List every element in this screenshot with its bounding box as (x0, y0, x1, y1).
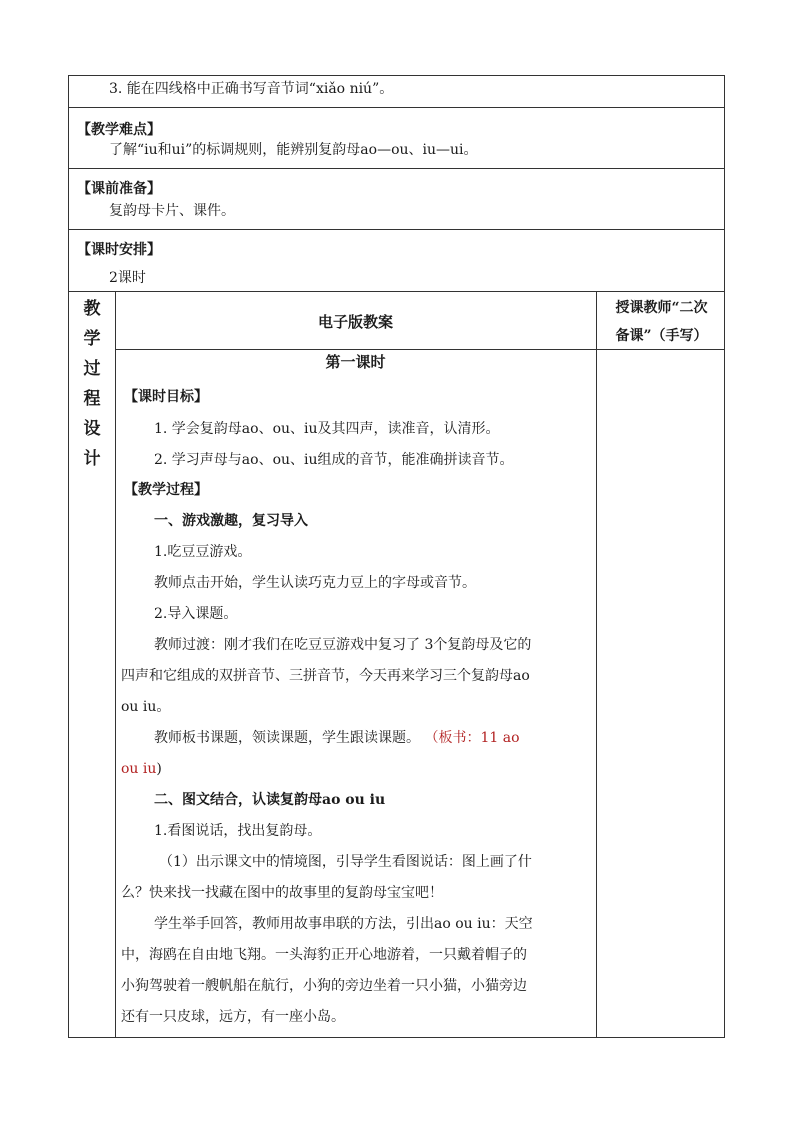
goal-heading: 【课时目标】 (124, 389, 208, 405)
objective-item-3: 3. 能在四线格中正确书写音节词“xiǎo niú”。 (109, 81, 394, 97)
section-1-title: 一、游戏激趣，复习导入 (154, 513, 308, 529)
paragraph: 小狗驾驶着一艘帆船在航行，小狗的旁边坐着一只小猫，小猫旁边 (121, 978, 527, 994)
paragraph: 么？快来找一找藏在图中的故事里的复韵母宝宝吧！ (121, 885, 443, 901)
teacher-notes-header-line1: 授课教师“二次 (615, 300, 708, 316)
row-divider (69, 229, 724, 230)
side-char: 过 (83, 359, 101, 379)
difficulty-heading: 【教学难点】 (77, 122, 161, 138)
paragraph: 1.看图说话，找出复韵母。 (154, 823, 322, 839)
paragraph: 中，海鸥在自由地飞翔。一头海豹正开心地游着，一只戴着帽子的 (121, 947, 527, 963)
row-divider (69, 168, 724, 169)
board-note: （板书：11 ao (424, 730, 520, 746)
row-divider (69, 107, 724, 108)
teacher-notes-header-line2: 备课”（手写） (615, 328, 708, 344)
paragraph (154, 728, 520, 748)
side-char: 学 (83, 329, 101, 349)
side-char: 程 (83, 389, 101, 409)
schedule-heading: 【课时安排】 (77, 242, 161, 258)
paragraph: 教师点击开始，学生认读巧克力豆上的字母或音节。 (154, 575, 476, 591)
lesson-plan-table (68, 75, 725, 1038)
process-heading: 【教学过程】 (124, 482, 208, 498)
paragraph-text: ) (156, 761, 162, 777)
header-divider (115, 349, 724, 350)
side-char: 设 (83, 419, 101, 439)
paragraph: ou iu。 (121, 699, 171, 715)
section-2-title: 二、图文结合，认读复韵母ao ou iu (154, 792, 386, 808)
paragraph (121, 759, 162, 779)
prep-text: 复韵母卡片、课件。 (109, 203, 235, 219)
row-divider (69, 291, 724, 292)
paragraph-text: 教师板书课题，领读课题，学生跟读课题。 (154, 730, 420, 746)
paragraph: （1）出示课文中的情境图，引导学生看图说话：图上画了什 (159, 854, 532, 870)
goal-item-2: 2. 学习声母与ao、ou、iu组成的音节，能准确拼读音节。 (154, 452, 514, 468)
process-design-side-label (69, 294, 115, 474)
paragraph: 1.吃豆豆游戏。 (154, 544, 252, 560)
side-char: 教 (83, 299, 101, 319)
paragraph: 四声和它组成的双拼音节、三拼音节，今天再来学习三个复韵母ao (121, 668, 530, 684)
paragraph: 教师过渡：刚才我们在吃豆豆游戏中复习了 3个复韵母及它的 (154, 637, 532, 653)
schedule-text: 2课时 (109, 270, 146, 286)
electronic-plan-header: 电子版教案 (317, 313, 393, 331)
paragraph: 还有一只皮球，远方，有一座小岛。 (121, 1009, 345, 1025)
paragraph: 2.导入课题。 (154, 606, 238, 622)
paragraph: 学生举手回答，教师用故事串联的方法，引出ao ou iu：天空 (154, 916, 533, 932)
prep-heading: 【课前准备】 (77, 181, 161, 197)
goal-item-1: 1. 学会复韵母ao、ou、iu及其四声，读准音，认清形。 (154, 421, 500, 437)
difficulty-text: 了解“iu和ui”的标调规则，能辨别复韵母ao—ou、iu—ui。 (109, 142, 478, 158)
board-note: ou iu (121, 761, 157, 777)
side-char: 计 (83, 449, 101, 469)
lesson-title: 第一课时 (325, 353, 386, 371)
column-divider (596, 291, 597, 1037)
column-divider (115, 291, 116, 1037)
